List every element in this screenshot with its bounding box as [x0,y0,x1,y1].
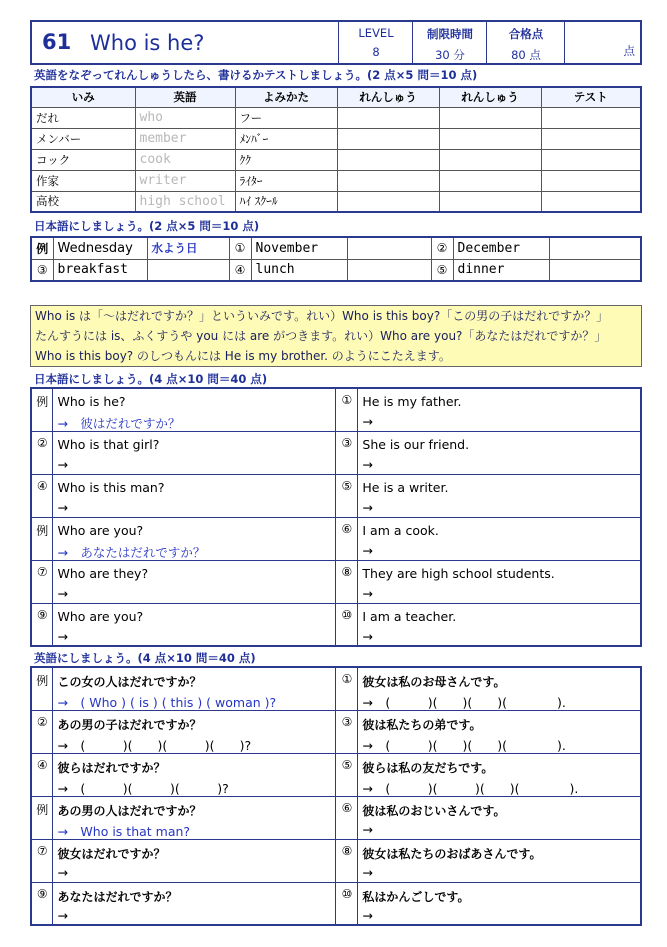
exercise-row [31,388,641,431]
exercise-question: 彼らはだれですか？ [57,760,166,775]
exercise-answer[interactable]: → [362,499,373,515]
vocab-table [30,86,642,213]
vocab-reading: ﾊｲ ｽｸｰﾙ [235,191,337,212]
exercise-question: Who is that girl? [57,436,160,452]
exercise-mark: ⑩ [336,882,358,925]
section1-instruction: 英語をなぞってれんしゅうしたら、書けるかテストしましょう。(2 点×5 問＝10 点) [34,68,478,82]
exercise-row [31,560,641,603]
exercise-cell[interactable] [53,388,336,431]
vocab-row [31,191,641,212]
vocab-english: who [135,107,235,128]
exercise-cell[interactable] [358,710,641,753]
practice-cell[interactable] [439,170,541,191]
exercise-question: 彼は私のおじいさんです。 [362,803,506,818]
item-word: Wednesday [53,237,147,259]
exercise-row [31,753,641,796]
vocab-row [31,170,641,191]
exercise-question: この女の人はだれですか？ [57,675,202,689]
exercise-row [31,667,641,710]
translate-to-english-grid [30,666,642,926]
level-cell [338,22,413,63]
exercise-question: 彼女は私のお母さんです。 [362,675,506,689]
exercise-mark: ② [31,431,53,474]
exercise-answer[interactable]: → ( )( )( )? [57,780,229,796]
exercise-answer[interactable]: → Who is that man? [57,823,191,839]
vocab-reading: ﾒﾝﾊﾞｰ [235,128,337,149]
lesson-number: 61 [42,30,72,54]
test-cell[interactable] [541,128,641,149]
exercise-answer[interactable]: → [57,864,68,880]
exercise-row [31,796,641,839]
exercise-cell[interactable] [53,431,336,474]
practice-cell[interactable] [439,191,541,212]
translation-row [31,237,641,259]
exercise-mark: ⑨ [31,882,53,925]
item-mark: ③ [31,259,53,281]
pass-score-label: 合格点 [508,27,544,41]
exercise-answer[interactable]: → ( Who ) ( is ) ( this ) ( woman )? [57,695,277,710]
practice-cell[interactable] [337,107,439,128]
exercise-cell[interactable] [358,560,641,603]
exercise-answer[interactable]: → [362,628,373,644]
vocab-row [31,107,641,128]
exercise-cell[interactable] [358,517,641,560]
vocab-english: cook [135,149,235,170]
worksheet-header [30,20,642,65]
exercise-mark: 例 [31,388,53,431]
exercise-cell[interactable] [358,388,641,431]
item-mark: ④ [229,259,251,281]
vocab-english: writer [135,170,235,191]
vocab-english: high school [135,191,235,212]
exercise-question: Who are you? [57,522,144,538]
practice-cell[interactable] [439,107,541,128]
exercise-mark: ① [336,388,358,431]
vocab-meaning: だれ [31,107,135,128]
exercise-question: あの男の子はだれですか？ [57,717,202,732]
vocab-meaning: メンバー [31,128,135,149]
exercise-question: 彼は私たちの弟です。 [362,717,482,732]
exercise-question: Who is this man? [57,479,165,495]
exercise-question: I am a teacher. [362,608,457,624]
col-practice2: れんしゅう [439,87,541,107]
exercise-mark: ⑤ [336,753,358,796]
exercise-mark: 例 [31,796,53,839]
exercise-answer[interactable]: → [362,585,373,601]
exercise-mark: ⑦ [31,560,53,603]
exercise-mark: ④ [31,753,53,796]
item-answer: 水よう日 [147,237,229,259]
item-mark: ① [229,237,251,259]
exercise-mark: ③ [336,710,358,753]
exercise-answer[interactable]: → 彼はだれですか？ [57,416,181,431]
exercise-answer[interactable]: → [57,628,68,644]
vocab-english: member [135,128,235,149]
pass-score-cell [486,22,565,63]
exercise-mark: ④ [31,474,53,517]
exercise-question: 彼女は私たちのおばあさんです。 [362,846,542,861]
item-word: December [453,237,549,259]
note-line: Who is は「～はだれですか？」といういみです。れい）Who is this boy?「この男の子はだれですか？」 [35,309,609,323]
exercise-row [31,474,641,517]
word-translation-table [30,236,642,282]
exercise-row [31,882,641,925]
exercise-mark: ⑧ [336,560,358,603]
practice-cell[interactable] [337,170,439,191]
score-unit: 点 [623,44,635,58]
exercise-mark: ⑦ [31,839,53,882]
exercise-cell[interactable] [358,474,641,517]
col-test: テスト [541,87,641,107]
exercise-answer[interactable]: → [362,414,373,429]
exercise-answer[interactable]: → あなたはだれですか？ [57,544,206,560]
exercise-cell[interactable] [53,667,336,710]
col-reading: よみかた [235,87,337,107]
lesson-title: Who is he? [90,31,205,55]
exercise-cell[interactable] [53,796,336,839]
exercise-question: 私はかんごしです。 [362,889,470,904]
pass-score-value: 80 点 [511,48,541,62]
exercise-question: He is a writer. [362,479,449,495]
note-line: たんすうには is、ふくすうや you には are がつきます。れい）Who are you?「あなたはだれですか？」 [35,329,607,343]
exercise-question: He is my father. [362,394,462,409]
exercise-cell[interactable] [358,667,641,710]
practice-cell[interactable] [439,149,541,170]
exercise-cell[interactable] [358,431,641,474]
exercise-cell[interactable] [53,753,336,796]
exercise-mark: ③ [336,431,358,474]
item-mark: ② [431,237,453,259]
exercise-row [31,710,641,753]
score-cell[interactable] [564,22,641,63]
vocab-reading: ﾗｲﾀｰ [235,170,337,191]
note-line: Who is this boy? のしつもんには He is my brother. のようにこたえます。 [35,349,451,363]
exercise-cell[interactable] [53,839,336,882]
exercise-answer[interactable]: → ( )( )( )( )? [57,737,252,753]
exercise-mark: ⑥ [336,517,358,560]
item-mark: ⑤ [431,259,453,281]
exercise-cell[interactable] [53,517,336,560]
exercise-row [31,431,641,474]
exercise-answer[interactable]: → ( )( )( )( ). [362,737,566,753]
exercise-question: Who is he? [57,394,126,409]
item-word: lunch [251,259,347,281]
vocab-meaning: 作家 [31,170,135,191]
exercise-cell[interactable] [53,882,336,925]
vocab-row [31,149,641,170]
test-cell[interactable] [541,191,641,212]
exercise-answer[interactable]: → [57,907,68,923]
exercise-mark: ⑧ [336,839,358,882]
test-cell[interactable] [541,170,641,191]
exercise-mark: 例 [31,667,53,710]
exercise-answer[interactable]: → ( )( )( )( ). [362,695,566,710]
time-limit-value: 30 分 [435,48,465,62]
item-word: breakfast [53,259,147,281]
exercise-cell[interactable] [53,474,336,517]
practice-cell[interactable] [337,149,439,170]
exercise-question: 彼女はだれですか？ [57,846,166,861]
practice-cell[interactable] [337,191,439,212]
col-meaning: いみ [31,87,135,107]
exercise-mark: ⑨ [31,603,53,646]
exercise-cell[interactable] [358,753,641,796]
exercise-answer[interactable]: → [57,456,68,472]
exercise-row [31,839,641,882]
translate-to-japanese-grid [30,387,642,647]
item-mark: 例 [31,237,53,259]
exercise-answer[interactable]: → [57,499,68,515]
exercise-row [31,603,641,646]
grammar-note [30,305,642,367]
answer-cell[interactable] [549,237,641,259]
item-word: dinner [453,259,549,281]
exercise-answer[interactable]: → [362,821,373,837]
exercise-cell[interactable] [358,603,641,646]
answer-cell[interactable] [347,259,431,281]
answer-cell[interactable] [147,259,229,281]
section2-instruction: 日本語にしましょう。(2 点×5 問＝10 点) [34,219,260,233]
exercise-cell[interactable] [53,560,336,603]
exercise-mark: ② [31,710,53,753]
test-cell[interactable] [541,107,641,128]
vocab-row [31,128,641,149]
time-limit-label: 制限時間 [427,27,473,41]
col-practice1: れんしゅう [337,87,439,107]
level-label: LEVEL [358,26,394,40]
exercise-answer[interactable]: → ( )( )( )( ). [362,780,579,796]
exercise-mark: ⑤ [336,474,358,517]
exercise-cell[interactable] [358,882,641,925]
exercise-mark: ⑩ [336,603,358,646]
answer-cell[interactable] [549,259,641,281]
item-word: November [251,237,347,259]
section4-instruction: 英語にしましょう。(4 点×10 問＝40 点) [34,651,256,665]
exercise-question: I am a cook. [362,522,439,538]
answer-cell[interactable] [347,237,431,259]
exercise-row [31,517,641,560]
exercise-question: あの男の人はだれですか？ [57,803,202,818]
exercise-question: They are high school students. [362,565,555,581]
exercise-answer[interactable]: → [362,456,373,472]
section3-instruction: 日本語にしましょう。(4 点×10 問＝40 点) [34,372,268,386]
test-cell[interactable] [541,149,641,170]
exercise-answer[interactable]: → [57,585,68,601]
exercise-cell[interactable] [358,839,641,882]
exercise-answer[interactable]: → [362,907,373,923]
translation-row [31,259,641,281]
vocab-header-row [31,87,641,107]
exercise-question: Who are you? [57,608,144,624]
exercise-cell[interactable] [53,603,336,646]
exercise-mark: ① [336,667,358,710]
practice-cell[interactable] [439,128,541,149]
exercise-cell[interactable] [358,796,641,839]
level-value: 8 [372,45,380,59]
col-english: 英語 [135,87,235,107]
exercise-mark: 例 [31,517,53,560]
exercise-question: She is our friend. [362,436,470,452]
practice-cell[interactable] [337,128,439,149]
time-limit-cell [412,22,487,63]
exercise-answer[interactable]: → [362,864,373,880]
exercise-question: 彼らは私の友だちです。 [362,760,494,775]
exercise-question: Who are they? [57,565,149,581]
exercise-answer[interactable]: → [362,542,373,558]
vocab-meaning: コック [31,149,135,170]
exercise-cell[interactable] [53,710,336,753]
vocab-meaning: 高校 [31,191,135,212]
vocab-reading: フー [235,107,337,128]
vocab-reading: ｸｸ [235,149,337,170]
exercise-mark: ⑥ [336,796,358,839]
exercise-question: あなたはだれですか？ [57,889,178,904]
